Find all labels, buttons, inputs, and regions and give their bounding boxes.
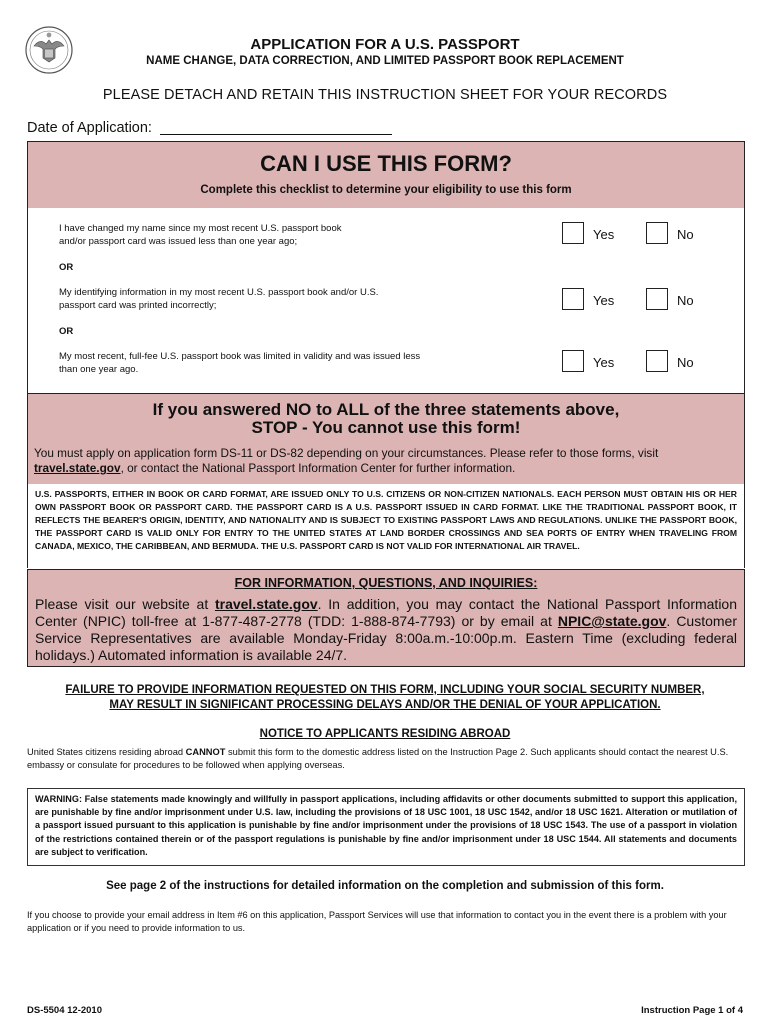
yes-label: Yes [593, 227, 615, 242]
question-line: than one year ago. [59, 364, 139, 375]
question-1-yes-checkbox[interactable] [562, 222, 584, 244]
date-of-application-field[interactable] [160, 134, 392, 135]
failure-line-1: FAILURE TO PROVIDE INFORMATION REQUESTED ON THIS FORM, INCLUDING YOUR SOCIAL SECURITY NUMBER, [65, 684, 705, 696]
question-line: I have changed my name since my most recent U.S. passport book [59, 223, 342, 234]
notice-abroad-heading: NOTICE TO APPLICANTS RESIDING ABROAD [259, 728, 511, 740]
travel-state-gov-link[interactable]: travel.state.gov [214, 596, 318, 612]
see-page-2-note: See page 2 of the instructions for detailed information on the completion and submission of this form. [106, 880, 664, 892]
passport-eligibility-text: U.S. PASSPORTS, EITHER IN BOOK OR CARD FORMAT, ARE ISSUED ONLY TO U.S. CITIZENS OR NON-CITIZEN NATIONALS. EACH PERSON MUST OBTAIN HIS OR HER OWN PASSPORT BOOK OR PASSPORT CARD. THE PASSPORT CARD IS A U.S. PASSPORT ISSUED IN CARD FORMAT. LIKE THE TRADITIONAL PASSPORT BOOK, IT REFLECTS THE BEARER'S ORIGIN, IDENTITY, AND NATIONALITY AND IS SUBJECT TO EXISTING PASSPORT LAWS AND REGULATIONS. UNLIKE THE PASSPORT BOOK, THE PASSPORT CARD IS VALID ONLY FOR ENTRY TO THE UNITED STATES AT LAND BORDER CROSSINGS AND SEA PORTS OF ENTRY WHEN TRAVELING FROM CANADA, MEXICO, THE CARIBBEAN, AND BERMUDA. THE U.S. PASSPORT CARD IS NOT VALID FOR INTERNATIONAL AIR TRAVEL. [35, 489, 737, 551]
form-title: APPLICATION FOR A U.S. PASSPORT [250, 36, 520, 53]
false-statements-warning-box [27, 788, 745, 866]
form-number: DS-5504 12-2010 [27, 1005, 102, 1016]
yes-label: Yes [593, 355, 615, 370]
checklist-question [59, 222, 459, 248]
no-label: No [677, 355, 694, 370]
date-of-application-label: Date of Application: [27, 120, 152, 136]
information-text-part: Please visit our website at [35, 596, 215, 612]
npic-email-link[interactable]: NPIC@state.gov [557, 613, 667, 629]
eligibility-header-box [27, 141, 745, 209]
information-text [35, 596, 737, 664]
passport-eligibility-notice [27, 484, 745, 568]
checklist-question [59, 350, 479, 376]
no-label: No [677, 227, 694, 242]
information-heading: FOR INFORMATION, QUESTIONS, AND INQUIRIES: [234, 576, 538, 590]
eligibility-checklist [27, 208, 745, 393]
or-separator: OR [59, 326, 74, 337]
failure-line-2: MAY RESULT IN SIGNIFICANT PROCESSING DELAYS AND/OR THE DENIAL OF YOUR APPLICATION. [109, 698, 661, 711]
question-line: My most recent, full-fee U.S. passport book was limited in validity and was issued less [59, 351, 421, 362]
page-number: Instruction Page 1 of 4 [641, 1005, 743, 1016]
question-2-no-checkbox[interactable] [646, 288, 668, 310]
notice-cannot-emphasis: CANNOT [185, 747, 226, 757]
question-2-yes-checkbox[interactable] [562, 288, 584, 310]
eligibility-heading: CAN I USE THIS FORM? [260, 151, 512, 176]
form-subtitle: NAME CHANGE, DATA CORRECTION, AND LIMITED PASSPORT BOOK REPLACEMENT [146, 55, 624, 67]
stop-heading-line-1: If you answered NO to ALL of the three statements above, [152, 400, 620, 419]
no-label: No [677, 293, 694, 308]
notice-abroad-text [27, 746, 747, 772]
false-statements-warning-text: WARNING: False statements made knowingly and willfully in passport applications, including affidavits or other documents submitted to support this application, are punishable by fine and/or imprisonment under U.S. law, including the provisions of 18 USC 1001, 18 USC 1542, and/or 18 USC 1621. Alteration or mutilation of a passport issued pursuant to this application is punishable by fine and/or imprisonment under the provisions of 18 USC 1543. The use of a passport in violation of the restrictions contained therein or of the passport regulations is punishable by fine and/or imprisonment under 18 USC 1544. All statements and documents are subject to verification. [35, 794, 737, 857]
information-box [27, 569, 745, 667]
detach-notice: PLEASE DETACH AND RETAIN THIS INSTRUCTION SHEET FOR YOUR RECORDS [102, 87, 668, 103]
question-line: passport card was printed incorrectly; [59, 300, 217, 311]
travel-state-gov-link[interactable]: travel.state.gov [34, 461, 121, 475]
stop-box [27, 393, 745, 485]
stop-heading-line-2: STOP - You cannot use this form! [251, 418, 521, 437]
question-1-no-checkbox[interactable] [646, 222, 668, 244]
information-text-part: . Customer Service Representatives are available Monday-Friday 8:00a.m.-10:00p.m. Eastern Time (excluding federal holidays.) Automated information is available 24/7. [35, 613, 738, 663]
yes-label: Yes [593, 293, 615, 308]
question-3-no-checkbox[interactable] [646, 350, 668, 372]
question-line: My identifying information in my most recent U.S. passport book and/or U.S. [59, 287, 379, 298]
question-line: and/or passport card was issued less than one year ago; [59, 236, 298, 247]
question-3-yes-checkbox[interactable] [562, 350, 584, 372]
failure-to-provide-warning [20, 683, 750, 712]
must-apply-text-part: You must apply on application form DS-11 or DS-82 depending on your circumstances. Please refer to those forms, visit [34, 446, 659, 460]
notice-text-part: United States citizens residing abroad [27, 747, 186, 757]
information-text-part: . In addition, you may contact the National Passport Information Center (NPIC) toll-free at 1-877-487-2778 (TDD: 1-888-874-7793) or by email at [35, 596, 737, 629]
email-usage-note: If you choose to provide your email address in Item #6 on this application, Passport Services will use that information to contact you in the event there is a problem with your application or if you need to provide information to us. [27, 910, 727, 933]
checklist-hint: Complete this checklist to determine your eligibility to use this form [200, 184, 572, 196]
must-apply-text-part: , or contact the National Passport Information Center for further information. [120, 461, 516, 475]
must-apply-text [34, 446, 738, 476]
or-separator: OR [59, 262, 74, 273]
notice-text-part: submit this form to the domestic address listed on the Instruction Page 2. Such applicants should contact the nearest U.S. embassy or consulate for procedures to be followed when applying overseas. [27, 747, 729, 770]
checklist-question [59, 286, 459, 312]
